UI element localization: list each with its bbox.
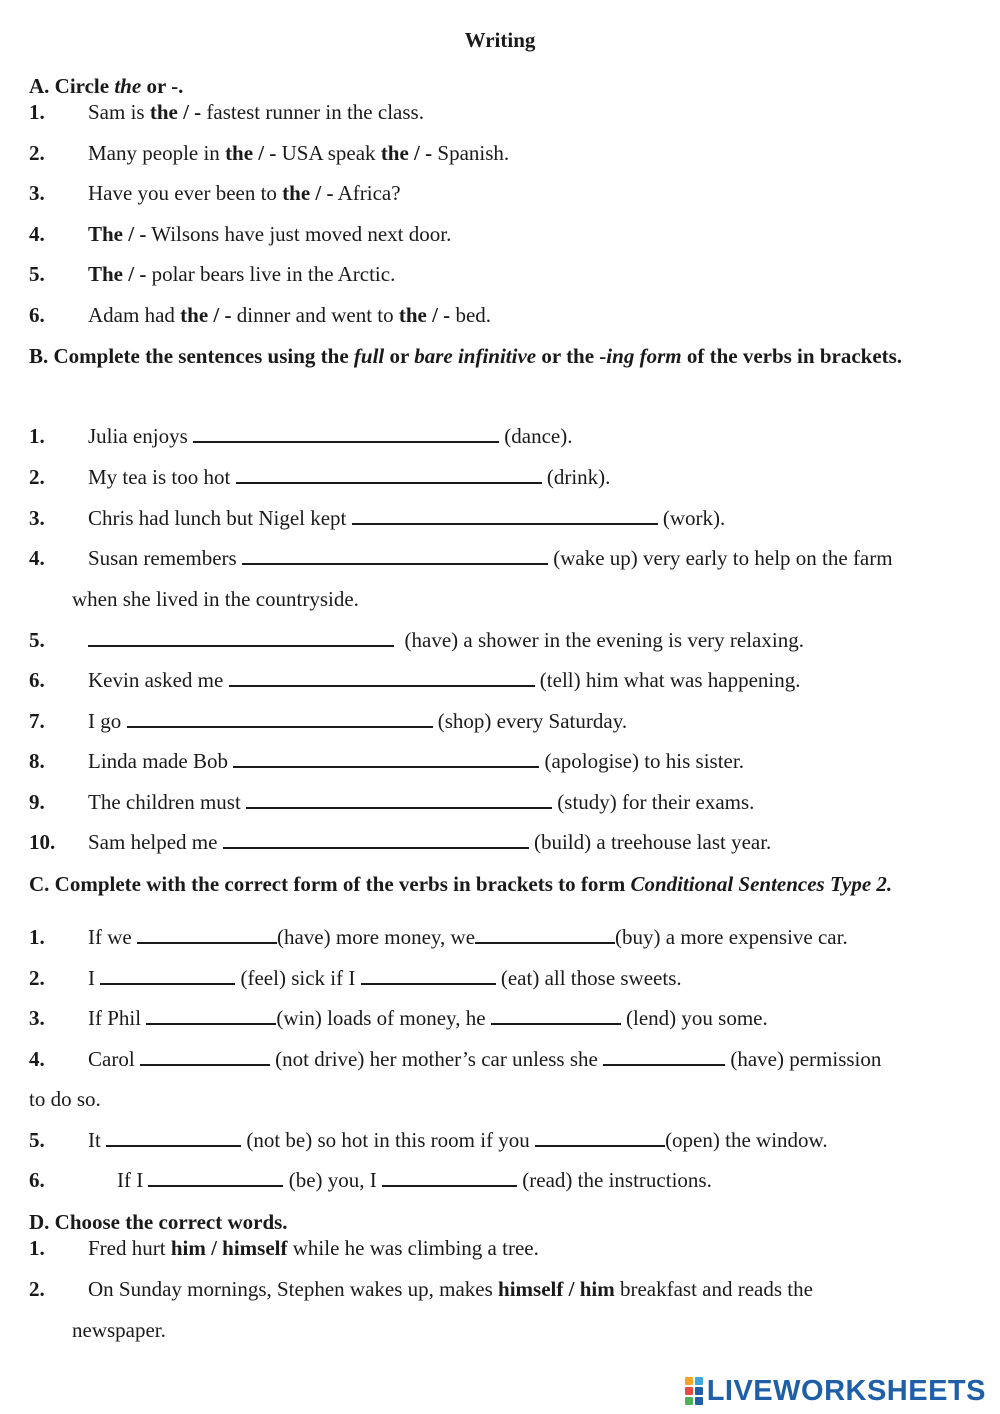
answer-blank[interactable]	[475, 924, 615, 944]
answer-blank[interactable]	[242, 545, 548, 565]
answer-blank[interactable]	[246, 789, 552, 809]
section-d-heading: D. Choose the correct words.	[29, 1210, 288, 1234]
logo-square	[685, 1377, 693, 1385]
answer-blank[interactable]	[382, 1167, 517, 1187]
answer-blank[interactable]	[148, 1167, 283, 1187]
pronoun-choice[interactable]: him / himself	[170, 1236, 288, 1260]
answer-blank[interactable]	[603, 1046, 725, 1066]
article-choice[interactable]: the / -	[180, 303, 232, 327]
section-a-heading: A. Circle the or -.	[29, 74, 184, 98]
answer-blank[interactable]	[88, 627, 394, 647]
answer-blank[interactable]	[137, 924, 277, 944]
answer-blank[interactable]	[140, 1046, 270, 1066]
section-c-heading: C. Complete with the correct form of the verbs in brackets to form Conditional Sentences Type 2.	[29, 872, 893, 896]
answer-blank[interactable]	[535, 1127, 665, 1147]
list-item-continuation: when she lived in the countryside.	[72, 587, 359, 611]
article-choice[interactable]: the / -	[380, 141, 433, 165]
logo-square	[695, 1377, 703, 1385]
answer-blank[interactable]	[233, 748, 539, 768]
article-choice[interactable]: The / -	[88, 222, 147, 246]
list-item-continuation: newspaper.	[72, 1318, 166, 1342]
page-title: Writing	[464, 28, 536, 52]
logo-square	[685, 1387, 693, 1395]
answer-blank[interactable]	[236, 464, 542, 484]
list-item-continuation: to do so.	[29, 1087, 101, 1111]
liveworksheets-logo	[685, 1376, 986, 1406]
logo-text: LIVEWORKSHEETS	[706, 1374, 986, 1407]
logo-square	[685, 1397, 693, 1405]
answer-blank[interactable]	[127, 708, 433, 728]
article-choice[interactable]: The / -	[88, 262, 147, 286]
answer-blank[interactable]	[146, 1005, 276, 1025]
answer-blank[interactable]	[223, 829, 529, 849]
answer-blank[interactable]	[106, 1127, 241, 1147]
article-choice[interactable]: the / -	[225, 141, 277, 165]
answer-blank[interactable]	[491, 1005, 621, 1025]
answer-blank[interactable]	[352, 505, 658, 525]
article-choice[interactable]: the / -	[149, 100, 202, 124]
logo-square	[695, 1397, 703, 1405]
logo-mark-icon	[685, 1377, 703, 1405]
answer-blank[interactable]	[361, 965, 496, 985]
pronoun-choice[interactable]: himself / him	[498, 1277, 615, 1301]
logo-square	[695, 1387, 703, 1395]
article-choice[interactable]: the / -	[282, 181, 334, 205]
answer-blank[interactable]	[229, 667, 535, 687]
answer-blank[interactable]	[193, 423, 499, 443]
article-choice[interactable]: the / -	[398, 303, 451, 327]
answer-blank[interactable]	[100, 965, 235, 985]
section-b-heading: B. Complete the sentences using the full or bare infinitive or the -ing form of the verbs in brackets.	[29, 344, 903, 368]
